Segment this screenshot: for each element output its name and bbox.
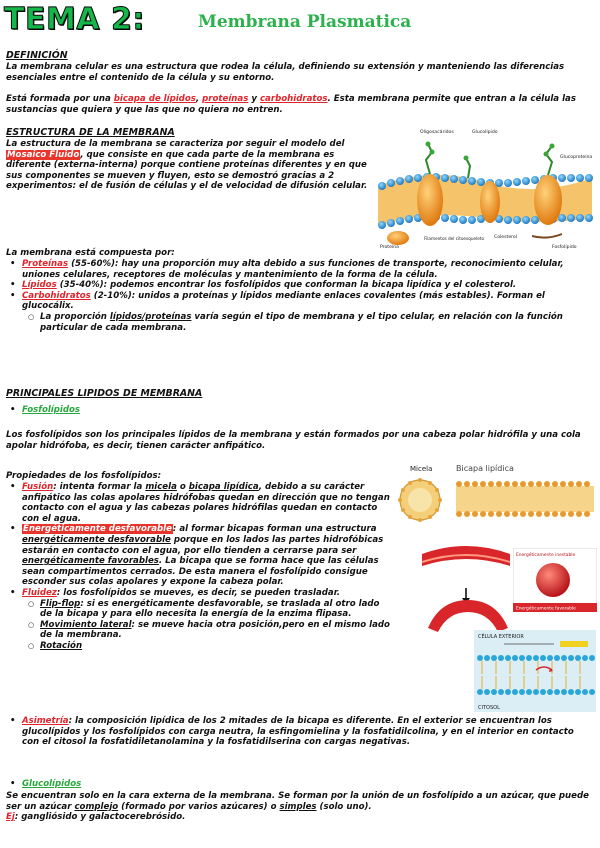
- membrane-label-proteina: Proteína: [380, 245, 399, 250]
- membrane-label-oligosacaridos: Oligosacáridos: [420, 130, 454, 135]
- list-item: • Fusión: intenta formar la micela o bicapa lipídica, debido a su carácter anfipático las colas apolares hidrófobas quedan en dirección que no tengan contacto con el agua y las cabezas polares hidrófilas quedan en contacto con el agua.: [6, 482, 391, 524]
- propiedades-list: [6, 482, 391, 652]
- page-subtitle: Membrana Plasmatica: [198, 12, 412, 32]
- energy-label-favorable: Energéticamente favorable: [516, 606, 576, 612]
- membrane-label-glucolipido: Glucolípido: [472, 130, 498, 135]
- cell-membrane-diagram: [474, 630, 596, 712]
- heading-lipidos: PRINCIPALES LIPIDOS DE MEMBRANA: [6, 388, 203, 399]
- definicion-p2: Está formada por una bicapa de lípidos, proteínas y carbohidratos. Esta membrana permite que entran a la célula las sustancias que quiera y que las que no quiera no entren.: [6, 94, 576, 115]
- membrane-label-colesterol: Colesterol: [494, 235, 518, 240]
- composicion-intro: La membrana está compuesta por:: [6, 248, 175, 258]
- list-item: • Energéticamente desfavorable: al formar bicapas forman una estructura energéticamente desfavorable porque en los lados las partes hidrofóbicas estarán en contacto con el agua, por ello tienden a cerrarse para ser energéticamente favorables. La bicapa que se forma hace que las células sean compartimentos cerrados. De esta manera el fosfolípido consigue esconder sus colas apolares y expone la cabeza polar.: [6, 524, 391, 588]
- list-item: ○ Movimiento lateral: se mueve hacia otra posición,pero en el mismo lado de la membrana.: [6, 620, 391, 641]
- cell-label-exterior: CÉLULA EXTERIOR: [478, 634, 524, 640]
- cell-label-citosol: CITOSOL: [478, 705, 500, 711]
- list-item: • Asimetría: la composición lipídica de los 2 mitades de la bicapa es diferente. En el exterior se encuentran los glucolípidos y los fosfolípidos con carga neutra, la esfingomielina y la fosfatidilcolina, y en el interior en contacto con el citosol la fosfatidiletanolamina y la fosfatidilserina con cargas negativas.: [6, 716, 591, 748]
- asimetria-list: [6, 716, 591, 748]
- glucolipidos-paragraph: Se encuentran solo en la cara externa de la membrana. Se forman por la unión de un fosfolípido a un azúcar, que puede ser un azúcar complejo (formado por varios azúcares) o simples (solo uno). Ej: gangliósido y galactocerebrósido.: [6, 791, 589, 823]
- list-item: • Carbohidratos (2-10%): unidos a proteínas y lípidos mediante enlaces covalentes (más estables). Forman el glucocálix.: [6, 291, 591, 312]
- list-item: ○ La proporción lípidos/proteínas varía según el tipo de membrana y el tipo celular, en relación con la función particular de cada membrana.: [6, 312, 591, 333]
- energy-diagram: [513, 548, 597, 612]
- membrane-diagram: [372, 126, 597, 250]
- membrane-label-filamentos: Filamentos del citoesqueleto: [424, 236, 485, 241]
- propiedades-intro: Propiedades de los fosfolípidos:: [6, 471, 162, 481]
- glucolipidos-item: [6, 779, 81, 790]
- list-item: • Fluidez: los fosfolípidos se mueves, es decir, se pueden trasladar.: [6, 588, 391, 599]
- composicion-list: [6, 259, 591, 333]
- list-item: • Proteínas (55-60%): hay una proporción muy alta debido a sus funciones de transporte, reconocimiento celular, uniones celulares, receptores de moléculas y mantenimiento de la forma de la célula.: [6, 259, 591, 280]
- fosfolipidos-item: [6, 405, 80, 416]
- membrane-label-glucoproteina: Glucoproteína: [560, 155, 593, 160]
- heading-estructura: ESTRUCTURA DE LA MEMBRANA: [6, 127, 175, 138]
- fosfolipidos-paragraph: Los fosfolípidos son los principales lípidos de la membrana y están formados por una cabeza polar hidrófila y una cola apolar hidrófoba, es decir, tienen carácter anfipático.: [6, 430, 581, 451]
- bicapa-label: Bicapa lipídica: [456, 464, 514, 473]
- heading-definicion: DEFINICIÓN: [6, 50, 68, 61]
- estructura-paragraph: La estructura de la membrana se caracteriza por seguir el modelo del Mosaico Fluido, que consiste en que cada parte de la membrana es diferente (externa-interna) porque contiene proteínas diferentes y en que sus componentes se mueven y fluyen, esto se demostró gracias a 2 experimentos: el de fusión de células y el de velocidad de difusión celular.: [6, 139, 368, 192]
- list-item: • Glucolípidos: [6, 779, 81, 790]
- list-item: ○ Flip-flop: si es energéticamente desfavorable, se traslada al otro lado de la bicapa y para ello necesita la energía de la enzima flipasa.: [6, 599, 391, 620]
- list-item: • Lípidos (35-40%): podemos encontrar los fosfolípidos que conforman la bicapa lipídica y el colesterol.: [6, 280, 591, 291]
- energy-label-inestable: Energéticamente inestable: [516, 553, 576, 558]
- list-item: • Fosfolípidos: [6, 405, 80, 416]
- micela-bicapa-diagram: [396, 462, 596, 526]
- membrane-label-fosfolipido: Fosfolípido: [552, 245, 577, 250]
- definicion-p1: La membrana celular es una estructura que rodea la célula, definiendo su extensión y manteniendo las diferencias esenciales entre el contenido de la célula y su entorno.: [6, 62, 565, 83]
- list-item: ○ Rotación: [6, 641, 391, 652]
- micela-label: Micela: [410, 465, 433, 473]
- page-title: TEMA 2:: [4, 2, 145, 37]
